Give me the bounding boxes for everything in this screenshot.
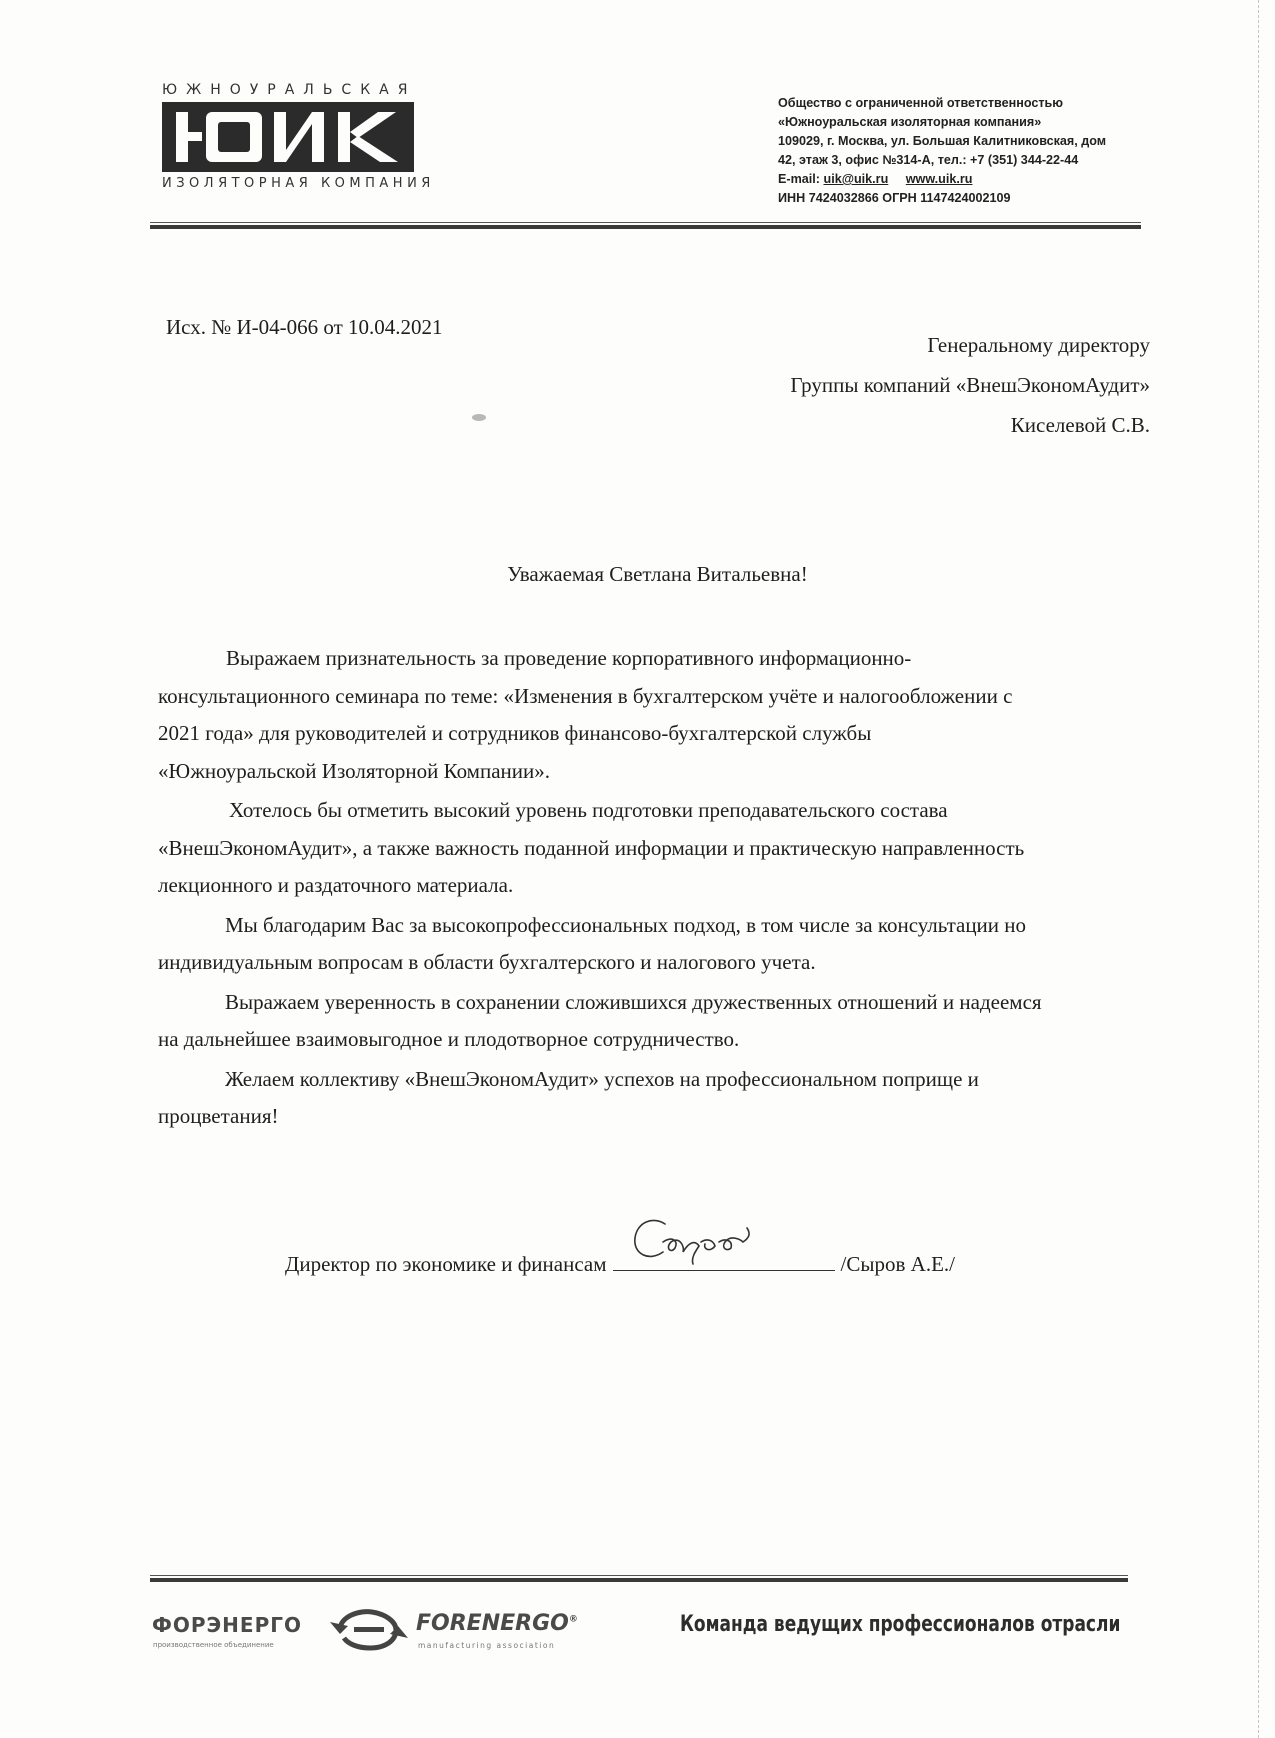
footer-brand-ru: ФОРЭНЕРГО <box>152 1613 302 1637</box>
logo-bottom-text: ИЗОЛЯТОРНАЯ КОМПАНИЯ <box>162 176 435 191</box>
email-link[interactable]: uik@uik.ru <box>823 172 889 186</box>
paragraph-2 <box>158 792 1148 905</box>
paragraph-5 <box>158 1061 1148 1136</box>
greeting: Уважаемая Светлана Витальевна! <box>507 562 808 586</box>
scan-smudge <box>472 414 486 421</box>
outgoing-reference: Исх. № И-04-066 от 10.04.2021 <box>166 315 443 339</box>
recipient-company: Группы компаний «ВнешЭкономАудит» <box>790 373 1150 397</box>
paragraph-line: 2021 года» для руководителей и сотрудников финансово-бухгалтерской службы <box>158 721 872 745</box>
recipient-block <box>790 325 1150 445</box>
footer-brand-en-subtitle: manufacturing association <box>418 1641 556 1650</box>
company-contacts <box>778 170 1148 189</box>
company-requisites <box>778 94 1148 208</box>
footer-brand-ru-subtitle: производственное объединение <box>153 1641 274 1649</box>
handwritten-signature <box>623 1212 793 1272</box>
paragraph-4 <box>158 984 1148 1059</box>
logo-top-text: ЮЖНОУРАЛЬСКАЯ <box>162 82 417 98</box>
paragraph-line: Мы благодарим Вас за высокопрофессиональных подход, в том числе за консультации но <box>225 912 1027 937</box>
signer-name: /Сыров А.Е./ <box>840 1252 955 1276</box>
paragraph-line: Выражаем признательность за проведение корпоративного информационно- <box>226 646 912 670</box>
paragraph-line: Хотелось бы отметить высокий уровень подготовки преподавательского состава <box>229 798 948 822</box>
paragraph-line: Желаем коллективу «ВнешЭкономАудит» успехов на профессиональном поприще и <box>225 1066 979 1091</box>
recipient-position: Генеральному директору <box>927 333 1150 357</box>
signature-block <box>285 1250 955 1277</box>
forenergo-emblem-icon <box>330 1608 408 1652</box>
email-label: E-mail: <box>778 172 824 186</box>
company-tax-ids: ИНН 7424032866 ОГРН 1147424002109 <box>778 191 1011 205</box>
paragraph-line: Выражаем уверенность в сохранении сложившихся дружественных отношений и надеемся <box>225 989 1042 1014</box>
company-legal-form: Общество с ограниченной ответственностью <box>778 96 1064 110</box>
company-address-2: 42, этаж 3, офис №314-А, тел.: +7 (351) 344-22-44 <box>778 153 1079 167</box>
paragraph-line: консультационного семинара по теме: «Изменения в бухгалтерском учёте и налогообложении с <box>158 683 1013 708</box>
paragraph-3 <box>158 907 1148 982</box>
header-divider <box>150 222 1141 229</box>
company-logo <box>162 82 447 191</box>
footer-divider <box>150 1575 1128 1582</box>
paragraph-1 <box>158 640 1148 790</box>
paragraph-line: индивидуальным вопросам в области бухгалтерского и налогового учета. <box>158 950 816 974</box>
footer-slogan: Команда ведущих профессионалов отрасли <box>680 1612 1121 1637</box>
website-link[interactable]: www.uik.ru <box>905 172 973 186</box>
scan-edge <box>1257 0 1259 1738</box>
paragraph-line: на дальнейшее взаимовыгодное и плодотворное сотрудничество. <box>158 1027 740 1051</box>
paragraph-line: «Южноуральской Изоляторной Компании». <box>158 758 550 783</box>
company-address-1: 109029, г. Москва, ул. Большая Калитниковская, дом <box>778 134 1107 148</box>
registered-mark: ® <box>568 1614 578 1625</box>
signer-position: Директор по экономике и финансам <box>285 1252 607 1276</box>
recipient-name: Киселевой С.В. <box>1010 413 1150 437</box>
paragraph-line: процветания! <box>158 1104 279 1128</box>
company-name: «Южноуральская изоляторная компания» <box>778 115 1042 129</box>
logo-mark <box>162 102 414 172</box>
signature-line <box>613 1250 835 1271</box>
paragraph-line: лекционного и раздаточного материала. <box>158 873 514 897</box>
paragraph-line: «ВнешЭкономАудит», а также важность поданной информации и практическую направленность <box>158 835 1025 860</box>
footer-brand-en <box>416 1611 578 1636</box>
letter-body <box>158 640 1148 1138</box>
footer-brand-en-text: FORENERGO <box>416 1611 569 1636</box>
